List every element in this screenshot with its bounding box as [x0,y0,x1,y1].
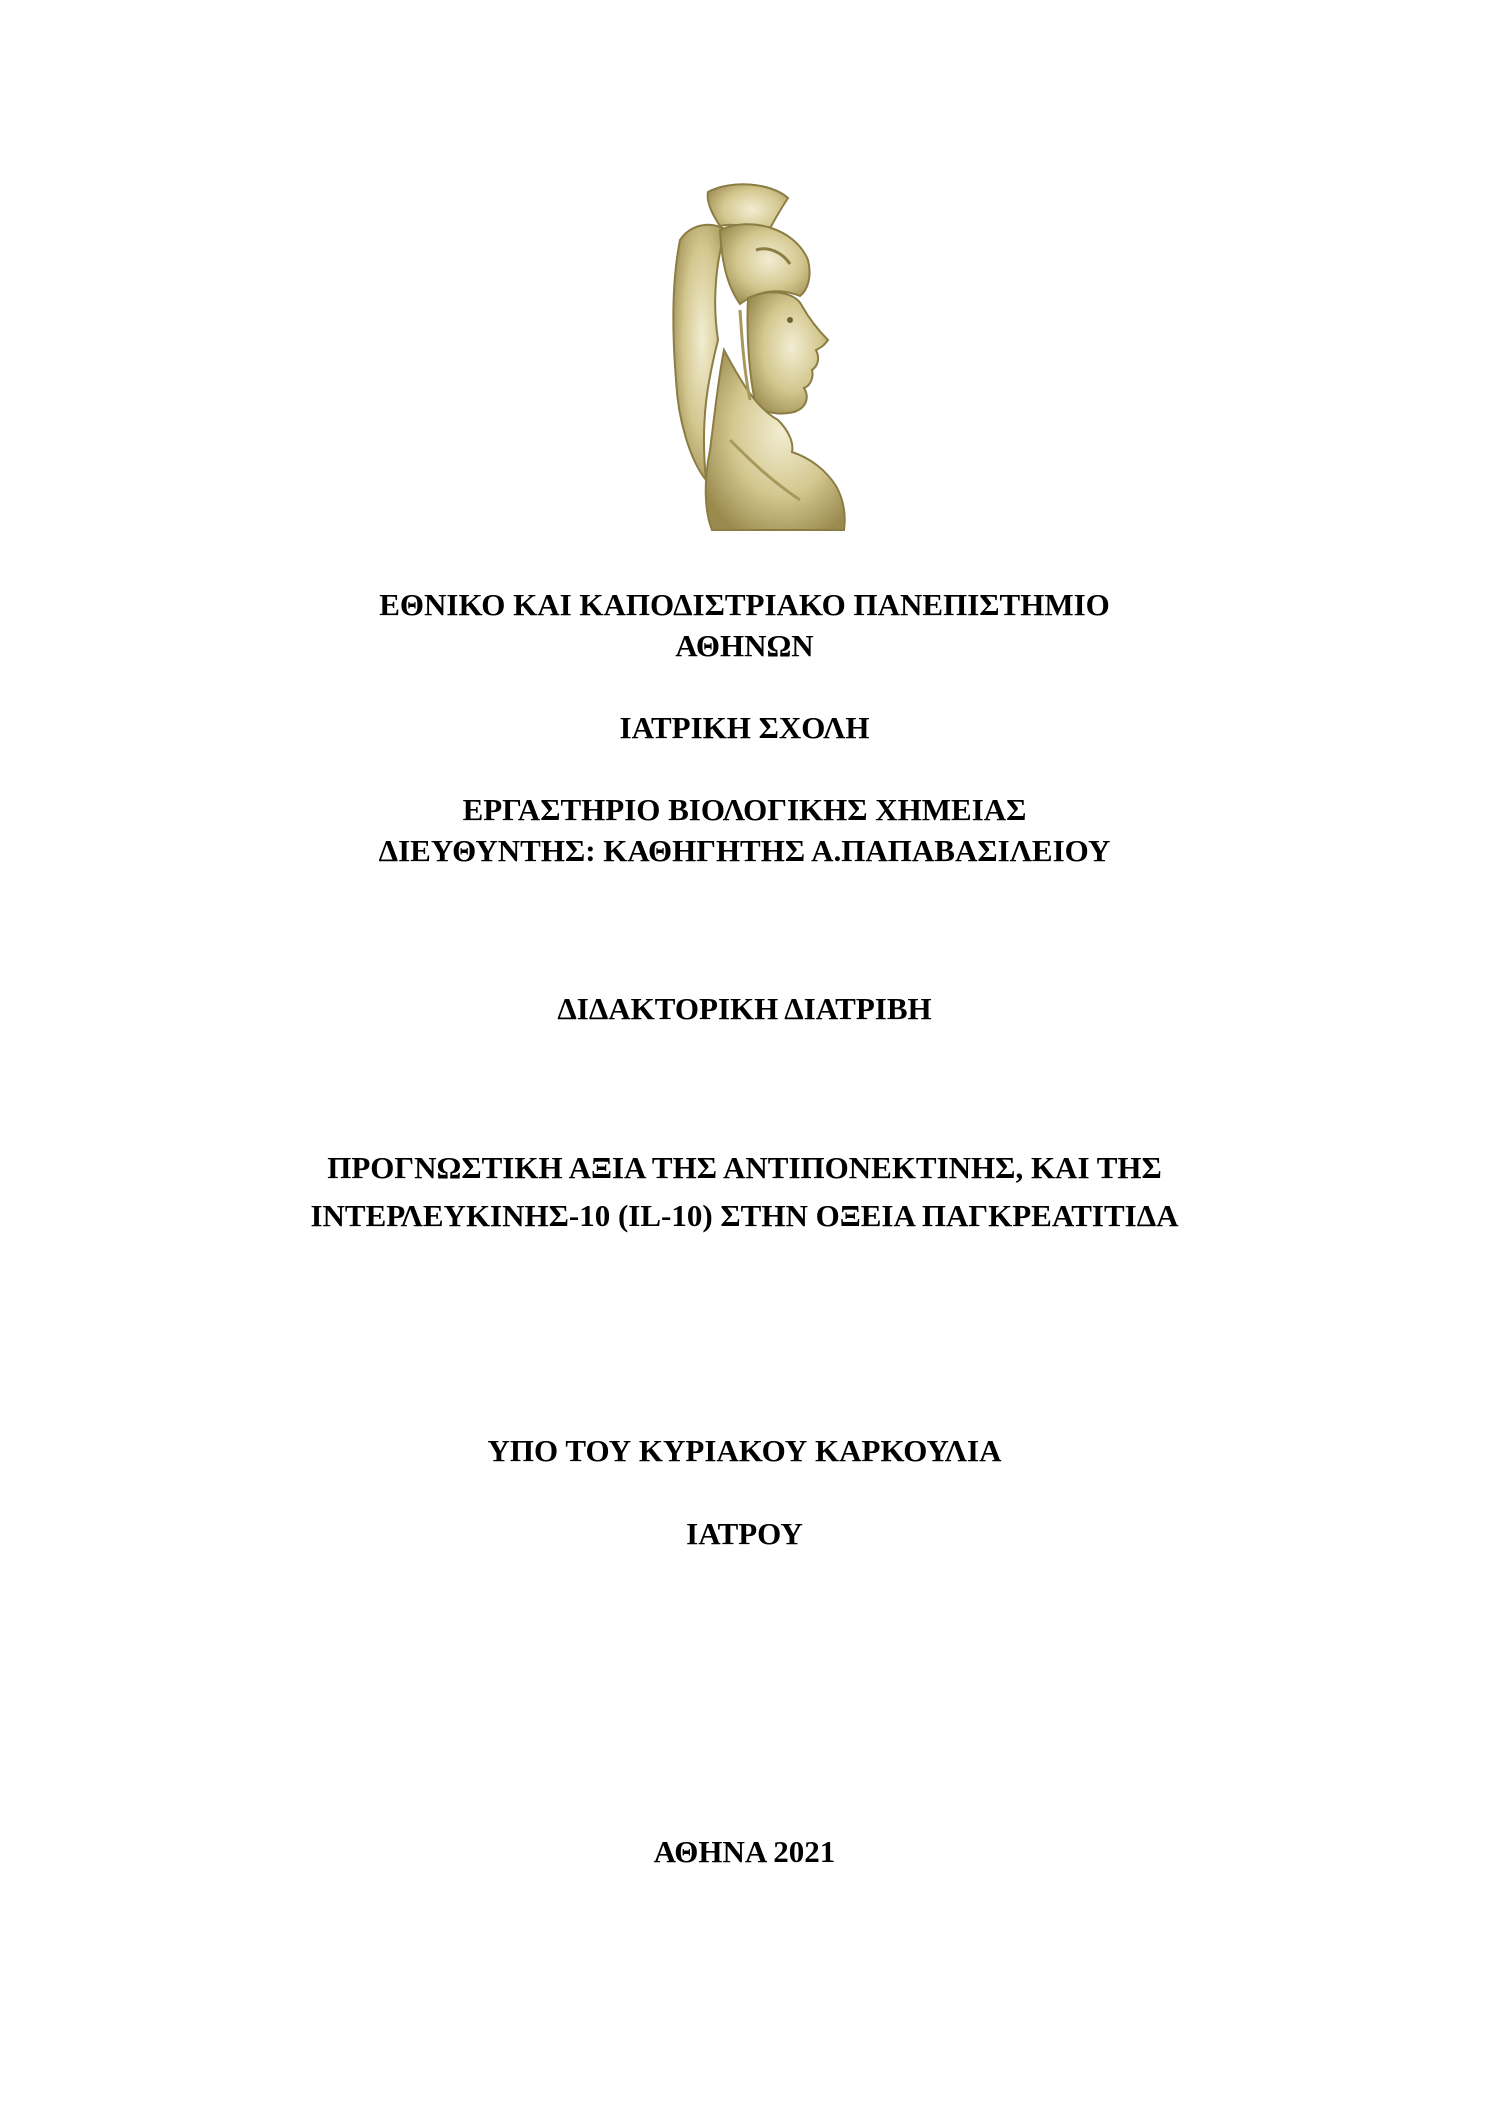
author-name: ΥΠΟ ΤΟΥ ΚΥΡΙΑΚΟΥ ΚΑΡΚΟΥΛΙΑ [487,1433,1002,1468]
laboratory-director: ΔΙΕΥΘΥΝΤΗΣ: ΚΑΘΗΓΗΤΗΣ Α.ΠΑΠΑΒΑΣΙΛΕΙΟΥ [378,833,1111,868]
university-name-line2: ΑΘΗΝΩΝ [675,628,814,663]
place-and-year: ΑΘΗΝΑ 2021 [653,1834,836,1869]
university-name-line1: ΕΘΝΙΚΟ ΚΑΙ ΚΑΠΟΔΙΣΤΡΙΑΚΟ ΠΑΝΕΠΙΣΤΗΜΙΟ [379,587,1110,622]
thesis-title-line1: ΠΡΟΓΝΩΣΤΙΚΗ ΑΞΙΑ ΤΗΣ ΑΝΤΙΠΟΝΕΚΤΙΝΗΣ, ΚΑΙ ΤΗΣ [327,1150,1162,1185]
school-name: ΙΑΤΡΙΚΗ ΣΧΟΛΗ [619,710,870,745]
laboratory-name: ΕΡΓΑΣΤΗΡΙΟ ΒΙΟΛΟΓΙΚΗΣ ΧΗΜΕΙΑΣ [462,792,1027,827]
athena-head-emblem-icon [660,180,850,535]
document-type: ΔΙΔΑΚΤΟΡΙΚΗ ΔΙΑΤΡΙΒΗ [557,991,932,1026]
thesis-title-line2: ΙΝΤΕΡΛΕΥΚΙΝΗΣ-10 (IL-10) ΣΤΗΝ ΟΞΕΙΑ ΠΑΓΚΡΕΑΤΙΤΙΔΑ [310,1198,1179,1233]
author-title: ΙΑΤΡΟΥ [686,1516,803,1551]
